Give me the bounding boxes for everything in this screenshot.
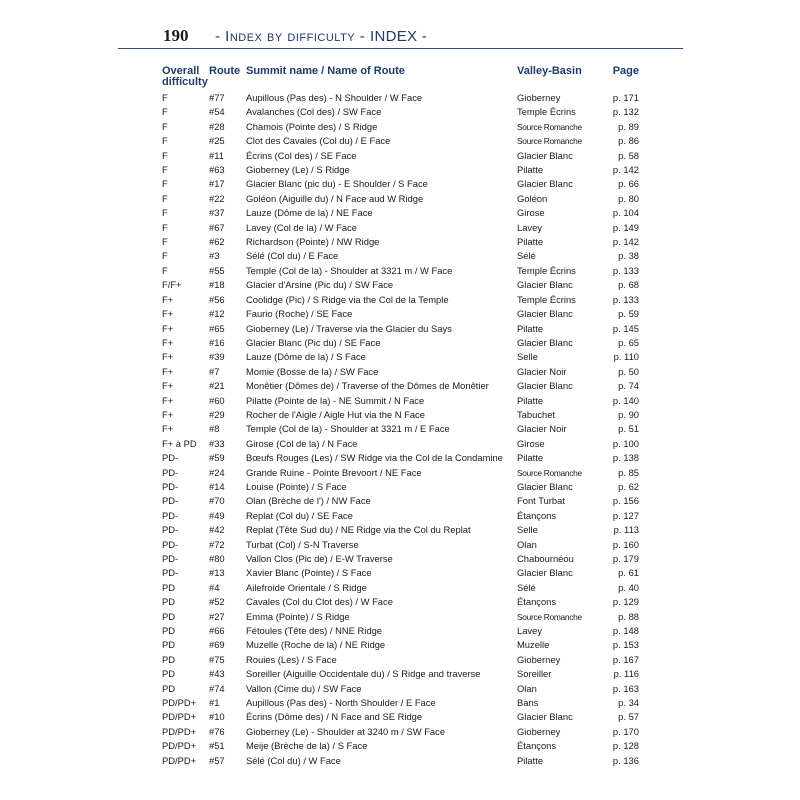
cell-difficulty: F [162,264,168,276]
cell-difficulty: PD/PD+ [162,725,197,737]
table-row [162,624,639,638]
table-row [162,336,639,350]
cell-difficulty: F [162,135,168,147]
cell-summit: Soreiller (Aiguille Occidentale du) / S Ridge and traverse [246,668,481,680]
cell-valley: Lavey [517,221,543,233]
cell-page: p. 65 [618,336,639,348]
cell-summit: Vallon (Cime du) / SW Face [246,682,362,694]
cell-page: p. 62 [618,480,639,492]
table-row [162,451,639,465]
cell-valley: Glacier Blanc [517,480,573,492]
cell-summit: Lauze (Dôme de la) / S Face [246,351,366,363]
cell-difficulty: PD- [162,466,179,478]
cell-summit: Replat (Col du) / SE Face [246,509,353,521]
cell-route: #42 [209,524,225,536]
cell-difficulty: F+ [162,365,174,377]
cell-valley: Temple Écrins [517,264,576,276]
cell-page: p. 128 [612,740,639,752]
cell-difficulty: F+ [162,423,174,435]
cell-difficulty: PD [162,668,176,680]
cell-difficulty: F [162,164,168,176]
cell-page: p. 61 [618,567,639,579]
cell-difficulty: F [162,250,168,262]
cell-route: #28 [209,120,225,132]
cell-summit: Faurio (Roche) / SE Face [246,308,353,320]
cell-difficulty: F [162,192,168,204]
cell-difficulty: PD- [162,509,179,521]
cell-route: #18 [209,279,225,291]
table-row [162,523,639,537]
table-row [162,120,639,134]
cell-summit: Turbat (Col) / S-N Traverse [246,538,359,550]
cell-valley: Pilatte [517,236,544,248]
cell-difficulty: F [162,178,168,190]
cell-summit: Emma (Pointe) / S Ridge [246,610,350,622]
cell-summit: Girose (Col de la) / N Face [246,437,358,449]
cell-route: #74 [209,682,225,694]
cell-valley: Glacier Noir [517,423,567,435]
cell-valley: Glacier Blanc [517,711,573,723]
cell-valley: Glacier Blanc [517,336,573,348]
cell-difficulty: PD/PD+ [162,697,197,709]
cell-route: #76 [209,725,225,737]
cell-difficulty: F+ [162,293,174,305]
cell-page: p. 133 [612,293,639,305]
cell-summit: Coolidge (Pic) / S Ridge via the Col de la Temple [246,293,449,305]
cell-valley: Lavey [517,625,543,637]
cell-page: p. 167 [612,653,639,665]
cell-page: p. 110 [613,351,639,363]
table-row [162,653,639,667]
table-row [162,379,639,393]
table-row [162,581,639,595]
cell-summit: Grande Ruine - Pointe Brevoort / NE Face [246,466,422,478]
cell-route: #80 [209,553,225,564]
cell-valley: Sélé [517,581,536,593]
cell-valley: Glacier Blanc [517,149,573,161]
cell-summit: Sélé (Col du) / E Face [246,250,339,262]
cell-valley: Pilatte [517,394,544,406]
cell-summit: Goléon (Aiguille du) / N Face aud W Ridge [246,192,424,204]
cell-route: #57 [209,754,225,766]
cell-page: p. 113 [613,524,639,536]
cell-summit: Momie (Bosse de la) / SW Face [246,365,379,377]
table-row [162,754,639,768]
cell-route: #49 [209,509,225,521]
table-row [162,293,639,307]
cell-valley: Temple Écrins [517,293,576,305]
cell-difficulty: PD- [162,495,179,507]
cell-page: p. 80 [618,192,639,204]
cell-page: p. 148 [612,625,639,637]
table-row [162,480,639,494]
cell-route: #33 [209,437,225,449]
cell-summit: Temple (Col de la) - Shoulder at 3321 m / W Face [246,264,453,276]
table-row [162,509,639,523]
cell-page: p. 86 [618,135,639,147]
cell-difficulty: F [162,106,168,118]
table-row [162,710,639,724]
cell-route: #43 [209,668,225,680]
cell-route: #65 [209,322,225,334]
cell-summit: Vallon Clos (Pic de) / E-W Traverse [246,553,393,564]
cell-route: #69 [209,639,225,651]
cell-route: #75 [209,653,225,665]
cell-route: #59 [209,452,225,464]
table-row [162,408,639,422]
cell-route: #55 [209,264,225,276]
cell-route: #4 [209,581,220,593]
cell-summit: Xavier Blanc (Pointe) / S Face [246,567,372,579]
table-row [162,552,639,566]
cell-page: p. 127 [612,509,639,521]
table-row [162,307,639,321]
cell-valley: Olan [517,682,537,694]
cell-valley: Gioberney [517,653,561,665]
cell-route: #21 [209,380,225,392]
cell-summit: Ailefroide Orientale / S Ridge [246,581,367,593]
cell-summit: Olan (Brèche de l') / NW Face [246,495,371,507]
cell-page: p. 153 [612,639,639,651]
cell-difficulty: F/F+ [162,279,182,291]
cell-route: #10 [209,711,225,723]
cell-difficulty: F+ [162,351,174,363]
cell-summit: Aupillous (Pas des) - N Shoulder / W Face [246,92,423,103]
cell-difficulty: F+ [162,394,174,406]
cell-summit: Richardson (Pointe) / NW Ridge [246,236,380,248]
cell-valley: Gioberney [517,92,561,103]
cell-valley: Source Romanche [517,136,582,147]
table-row [162,667,639,681]
cell-valley: Glacier Blanc [517,380,573,392]
table-row [162,264,639,278]
cell-valley: Source Romanche [517,467,582,478]
cell-route: #11 [209,149,224,161]
cell-summit: Meije (Brèche de la) / S Face [246,740,368,752]
cell-page: p. 68 [618,279,639,291]
cell-difficulty: F [162,207,168,219]
cell-page: p. 140 [612,394,639,406]
cell-difficulty: F+ à PD [162,437,197,449]
table-row [162,682,639,696]
cell-valley: Soreiller [517,668,552,680]
cell-valley: Goléon [517,192,548,204]
cell-page: p. 163 [612,682,639,694]
cell-page: p. 133 [612,264,639,276]
cell-summit: Muzelle (Roche de la) / NE Ridge [246,639,386,651]
cell-summit: Chamois (Pointe des) / S Ridge [246,120,378,132]
col-valley-header: Valley-Basin [517,65,582,77]
cell-page: p. 149 [612,221,639,233]
cell-summit: Gioberney (Le) / Traverse via the Glacier du Says [246,322,452,334]
cell-difficulty: PD [162,639,176,651]
cell-difficulty: PD/PD+ [162,740,197,752]
table-row [162,365,639,379]
cell-route: #66 [209,625,225,637]
table-header-row [162,66,639,91]
cell-difficulty: F+ [162,322,174,334]
cell-valley: Gioberney [517,725,561,737]
table-row [162,249,639,263]
cell-route: #12 [209,308,225,320]
cell-route: #24 [209,466,225,478]
cell-valley: Selle [517,524,538,536]
cell-summit: Cavales (Col du Clot des) / W Face [246,596,393,608]
cell-difficulty: PD- [162,567,179,579]
cell-summit: Lavey (Col de la) / W Face [246,221,357,233]
cell-route: #8 [209,423,220,435]
cell-difficulty: F [162,149,168,161]
cell-valley: Bans [517,697,539,709]
table-row [162,350,639,364]
table-row [162,163,639,177]
cell-difficulty: PD [162,625,176,637]
cell-page: p. 40 [618,581,639,593]
cell-route: #14 [209,480,225,492]
cell-valley: Pilatte [517,164,544,176]
cell-page: p. 179 [612,553,639,564]
cell-difficulty: PD [162,682,176,694]
cell-summit: Gioberney (Le) / S Ridge [246,164,350,176]
cell-difficulty: PD- [162,553,179,564]
cell-difficulty: PD- [162,538,179,550]
cell-page: p. 156 [612,495,639,507]
cell-route: #25 [209,135,225,147]
table-row [162,177,639,191]
cell-difficulty: PD/PD+ [162,711,197,723]
cell-valley: Étançons [517,596,557,608]
cell-summit: Glacier d'Arsine (Pic du) / SW Face [246,279,394,291]
cell-difficulty: F+ [162,408,174,420]
cell-page: p. 171 [612,92,639,103]
table-row [162,105,639,119]
cell-summit: Glacier Blanc (Pic du) / SE Face [246,336,381,348]
cell-valley: Glacier Blanc [517,567,573,579]
cell-difficulty: PD- [162,524,179,536]
cell-route: #67 [209,221,225,233]
cell-valley: Temple Écrins [517,106,576,118]
cell-valley: Girose [517,207,545,219]
cell-summit: Écrins (Col des) / SE Face [246,149,357,161]
table-row [162,595,639,609]
cell-valley: Tabuchet [517,408,556,420]
table-row [162,696,639,710]
table-row [162,638,639,652]
table-row [162,206,639,220]
cell-route: #37 [209,207,225,219]
cell-route: #3 [209,250,220,262]
title-index: INDEX - [369,28,428,45]
cell-page: p. 104 [612,207,639,219]
cell-route: #13 [209,567,225,579]
cell-valley: Source Romanche [517,611,582,622]
table-row [162,610,639,624]
cell-route: #62 [209,236,225,248]
cell-summit: Avalanches (Col des) / SW Face [246,106,382,118]
cell-valley: Source Romanche [517,121,582,132]
cell-summit: Lauze (Dôme de la) / NE Face [246,207,373,219]
cell-route: #16 [209,336,225,348]
cell-route: #22 [209,192,225,204]
cell-summit: Écrins (Dôme des) / N Face and SE Ridge [246,711,423,723]
table-row [162,134,639,148]
cell-valley: Pilatte [517,322,544,334]
cell-page: p. 57 [618,711,639,723]
cell-page: p. 170 [612,725,639,737]
cell-summit: Louise (Pointe) / S Face [246,480,347,492]
table-row [162,725,639,739]
cell-summit: Temple (Col de la) - Shoulder at 3321 m / E Face [246,423,450,435]
cell-valley: Muzelle [517,639,550,651]
cell-valley: Font Turbat [517,495,565,507]
cell-summit: Sélé (Col du) / W Face [246,754,341,766]
cell-route: #27 [209,610,225,622]
cell-valley: Glacier Noir [517,365,567,377]
cell-route: #51 [209,740,225,752]
cell-page: p. 89 [618,120,639,132]
cell-difficulty: F+ [162,380,174,392]
cell-valley: Glacier Blanc [517,178,573,190]
cell-difficulty: F [162,236,168,248]
cell-valley: Chabournéou [517,553,574,564]
cell-page: p. 38 [618,250,639,262]
table-row [162,422,639,436]
cell-route: #72 [209,538,225,550]
cell-page: p. 88 [618,610,639,622]
cell-difficulty: PD [162,610,176,622]
cell-route: #77 [209,92,225,103]
cell-summit: Fétoules (Tête des) / NNE Ridge [246,625,382,637]
cell-summit: Monêtier (Dômes de) / Traverse of the Dômes de Monêtier [246,380,489,392]
cell-valley: Sélé [517,250,536,262]
cell-difficulty: PD/PD+ [162,754,197,766]
title-prefix: - Index by difficulty - [215,28,370,45]
cell-difficulty: PD- [162,452,179,464]
cell-page: p. 129 [612,596,639,608]
table-row [162,466,639,480]
table-row [162,91,639,105]
cell-route: #63 [209,164,225,176]
cell-valley: Girose [517,437,545,449]
cell-route: #29 [209,408,225,420]
cell-page: p. 136 [612,754,639,766]
page-number: 190 [163,26,189,45]
table-row [162,538,639,552]
col-summit-header: Summit name / Name of Route [246,65,405,77]
table-row [162,437,639,451]
cell-difficulty: F [162,120,168,132]
cell-valley: Glacier Blanc [517,279,573,291]
cell-valley: Pilatte [517,754,544,766]
cell-summit: Pilatte (Pointe de la) - NE Summit / N Face [246,394,425,406]
cell-difficulty: F+ [162,336,174,348]
cell-page: p. 34 [618,697,639,709]
col-difficulty-header: Overall difficulty [162,65,208,88]
cell-valley: Pilatte [517,452,544,464]
table-row [162,394,639,408]
cell-valley: Olan [517,538,537,550]
cell-page: p. 142 [612,164,639,176]
cell-difficulty: PD [162,581,176,593]
cell-page: p. 58 [618,149,639,161]
cell-page: p. 66 [618,178,639,190]
cell-page: p. 145 [612,322,639,334]
cell-valley: Selle [517,351,538,363]
table-row [162,192,639,206]
cell-page: p. 132 [612,106,639,118]
cell-route: #70 [209,495,225,507]
cell-summit: Glacier Blanc (pic du) - E Shoulder / S Face [246,178,428,190]
cell-summit: Rocher de l'Aigle / Aigle Hut via the N Face [246,408,425,420]
cell-difficulty: PD [162,596,176,608]
cell-page: p. 138 [612,452,639,464]
cell-summit: Bœufs Rouges (Les) / SW Ridge via the Col de la Condamine [246,452,503,464]
cell-route: #52 [209,596,225,608]
cell-valley: Étançons [517,509,557,521]
difficulty-index-table [162,66,639,768]
cell-route: #60 [209,394,225,406]
cell-route: #54 [209,106,225,118]
cell-route: #56 [209,293,225,305]
cell-page: p. 59 [618,308,639,320]
cell-summit: Rouies (Les) / S Face [246,653,337,665]
cell-summit: Replat (Tête Sud du) / NE Ridge via the Col du Replat [246,524,471,536]
cell-route: #17 [209,178,225,190]
cell-page: p. 51 [618,423,639,435]
cell-valley: Étançons [517,740,557,752]
cell-route: #39 [209,351,225,363]
cell-difficulty: F [162,92,168,103]
table-row [162,494,639,508]
cell-page: p. 50 [618,365,639,377]
table-row [162,235,639,249]
col-page-header: Page [612,65,639,77]
cell-page: p. 85 [618,466,639,478]
cell-difficulty: PD- [162,480,179,492]
header-rule [118,48,683,49]
cell-page: p. 142 [612,236,639,248]
col-route-header: Route [209,65,241,77]
table-row [162,739,639,753]
table-row [162,278,639,292]
cell-difficulty: F [162,221,168,233]
cell-difficulty: F+ [162,308,174,320]
cell-page: p. 160 [612,538,639,550]
cell-summit: Clot des Cavales (Col du) / E Face [246,135,391,147]
cell-route: #1 [209,697,220,709]
cell-route: #7 [209,365,220,377]
cell-summit: Aupillous (Pas des) - North Shoulder / E Face [246,697,436,709]
cell-page: p. 116 [613,668,639,680]
table-row [162,221,639,235]
cell-valley: Glacier Blanc [517,308,573,320]
cell-difficulty: PD [162,653,176,665]
table-row [162,322,639,336]
page-title [215,28,427,45]
cell-page: p. 74 [618,380,639,392]
cell-page: p. 100 [612,437,639,449]
cell-summit: Gioberney (Le) - Shoulder at 3240 m / SW Face [246,725,446,737]
cell-page: p. 90 [618,408,639,420]
table-row [162,566,639,580]
table-row [162,149,639,163]
